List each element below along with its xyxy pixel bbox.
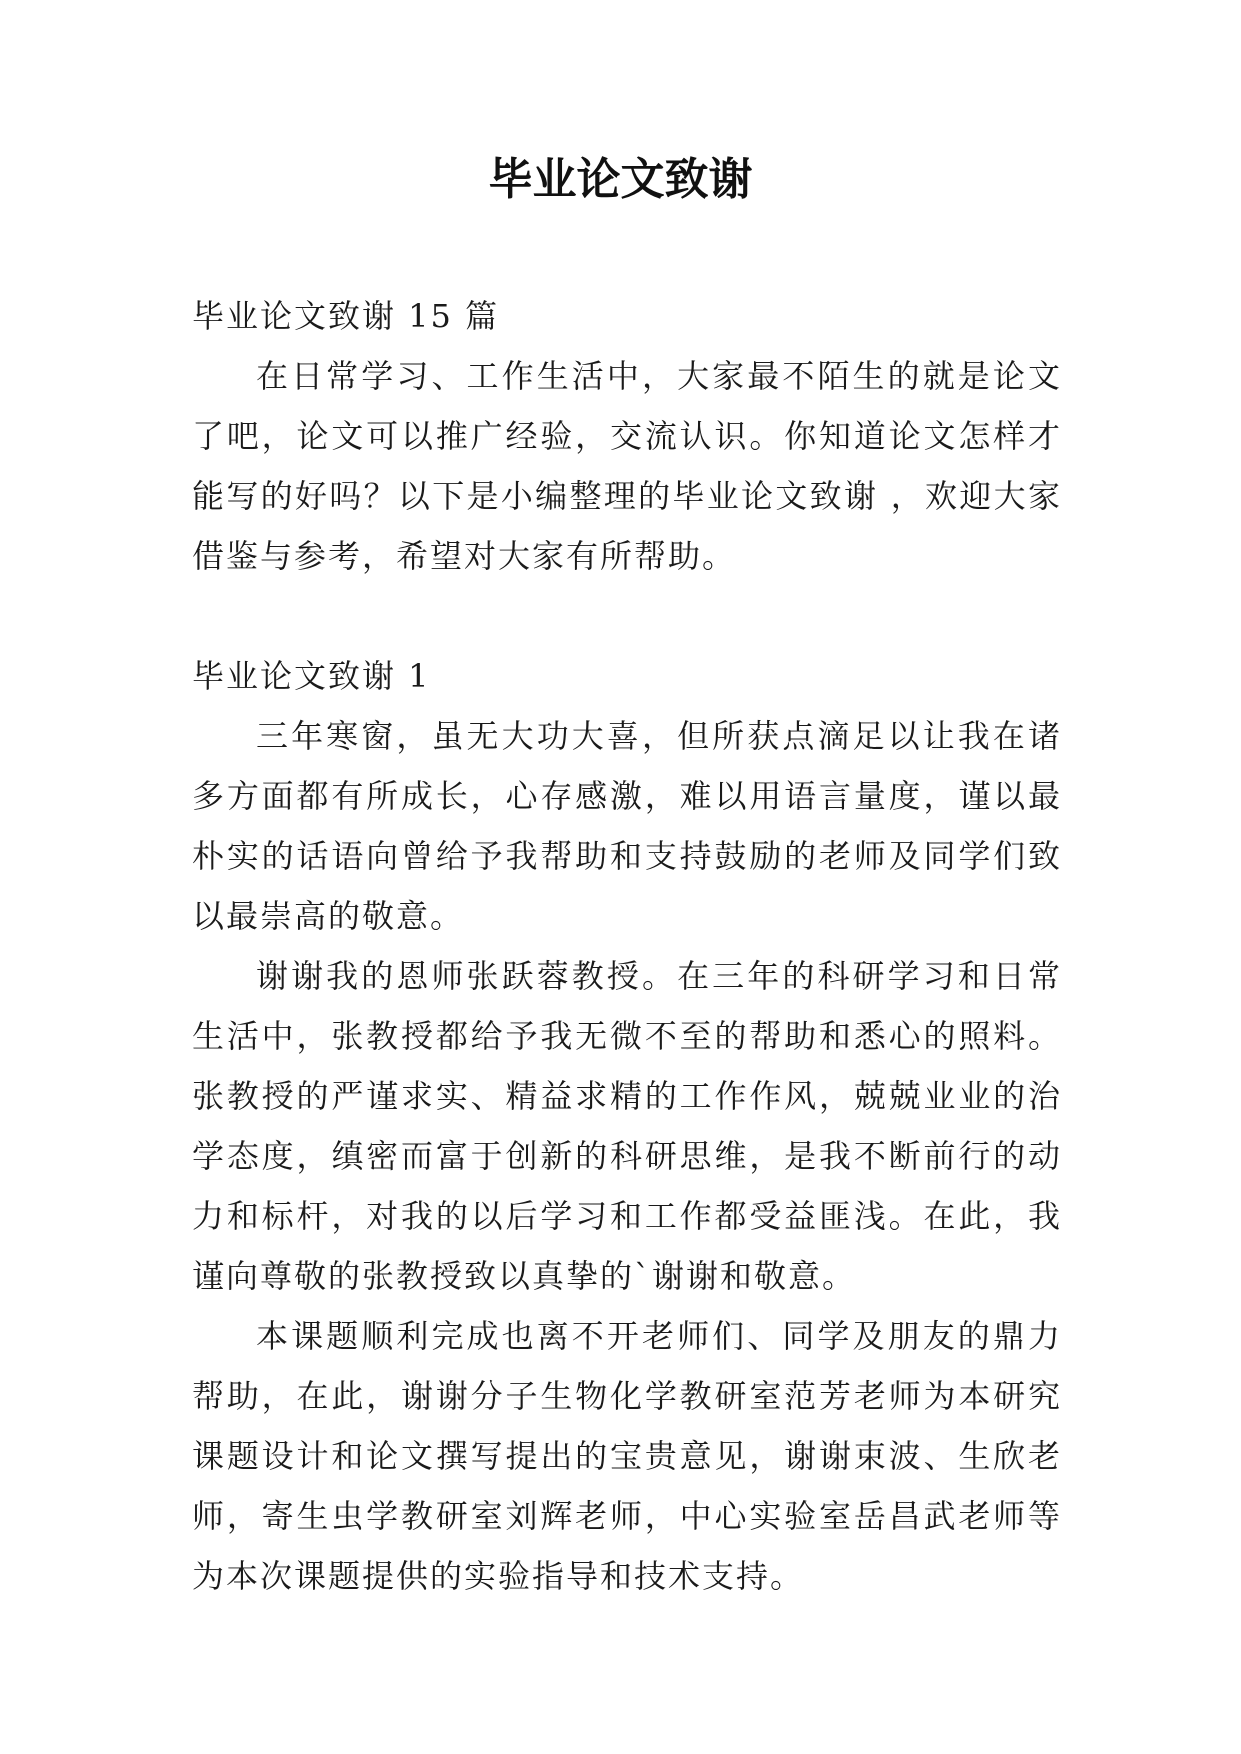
document-title: 毕业论文致谢: [488, 154, 753, 205]
section-paragraph-2: 谢谢我的恩师张跃蓉教授。在三年的科研学习和日常生活中，张教授都给予我无微不至的帮助和悉心的照料。张教授的严谨求实、精益求精的工作作风，兢兢业业的治学态度，缜密而富于创新的科研思维，是我不断前行的动力和标杆，对我的以后学习和工作都受益匪浅。在此，我谨向尊敬的张教授致以真挚的`谢谢和敬意。: [192, 957, 1062, 1295]
section-heading: 毕业论文致谢 1: [192, 657, 431, 695]
section-spacer: [192, 586, 1062, 646]
section-paragraph-3: 本课题顺利完成也离不开老师们、同学及朋友的鼎力帮助，在此，谢谢分子生物化学教研室范芳老师为本研究课题设计和论文撰写提出的宝贵意见，谢谢束波、生欣老师，寄生虫学教研室刘辉老师，中心实验室岳昌武老师等为本次课题提供的实验指导和技术支持。: [192, 1317, 1062, 1595]
collection-heading: 毕业论文致谢 15 篇: [192, 297, 500, 335]
intro-paragraph: 在日常学习、工作生活中，大家最不陌生的就是论文了吧，论文可以推广经验，交流认识。你知道论文怎样才能写的好吗？以下是小编整理的毕业论文致谢 ，欢迎大家借鉴与参考，希望对大家有所帮助。: [192, 357, 1062, 575]
section-paragraph-1: 三年寒窗，虽无大功大喜，但所获点滴足以让我在诸多方面都有所成长，心存感激，难以用语言量度，谨以最朴实的话语向曾给予我帮助和支持鼓励的老师及同学们致以最崇高的敬意。: [192, 717, 1062, 935]
document-body: [192, 286, 1062, 1606]
